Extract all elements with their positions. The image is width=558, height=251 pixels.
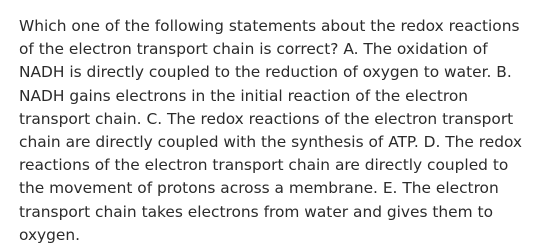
- question-line: Which one of the following statements about the redox reactions: [19, 17, 520, 35]
- question-line: chain are directly coupled with the synthesis of ATP. D. The redox: [19, 133, 523, 152]
- question-line: NADH is directly coupled to the reduction of oxygen to water. B.: [19, 63, 512, 82]
- question-line: reactions of the electron transport chain are directly coupled to: [19, 156, 509, 175]
- question-text: [19, 15, 547, 247]
- question-line: of the electron transport chain is correct? A. The oxidation of: [19, 40, 488, 59]
- question-line: NADH gains electrons in the initial reaction of the electron: [19, 86, 469, 105]
- question-line: oxygen.: [19, 225, 81, 244]
- question-line: transport chain takes electrons from water and gives them to: [19, 202, 493, 221]
- question-line: the movement of protons across a membrane. E. The electron: [19, 179, 499, 198]
- question-line: transport chain. C. The redox reactions of the electron transport: [19, 109, 514, 128]
